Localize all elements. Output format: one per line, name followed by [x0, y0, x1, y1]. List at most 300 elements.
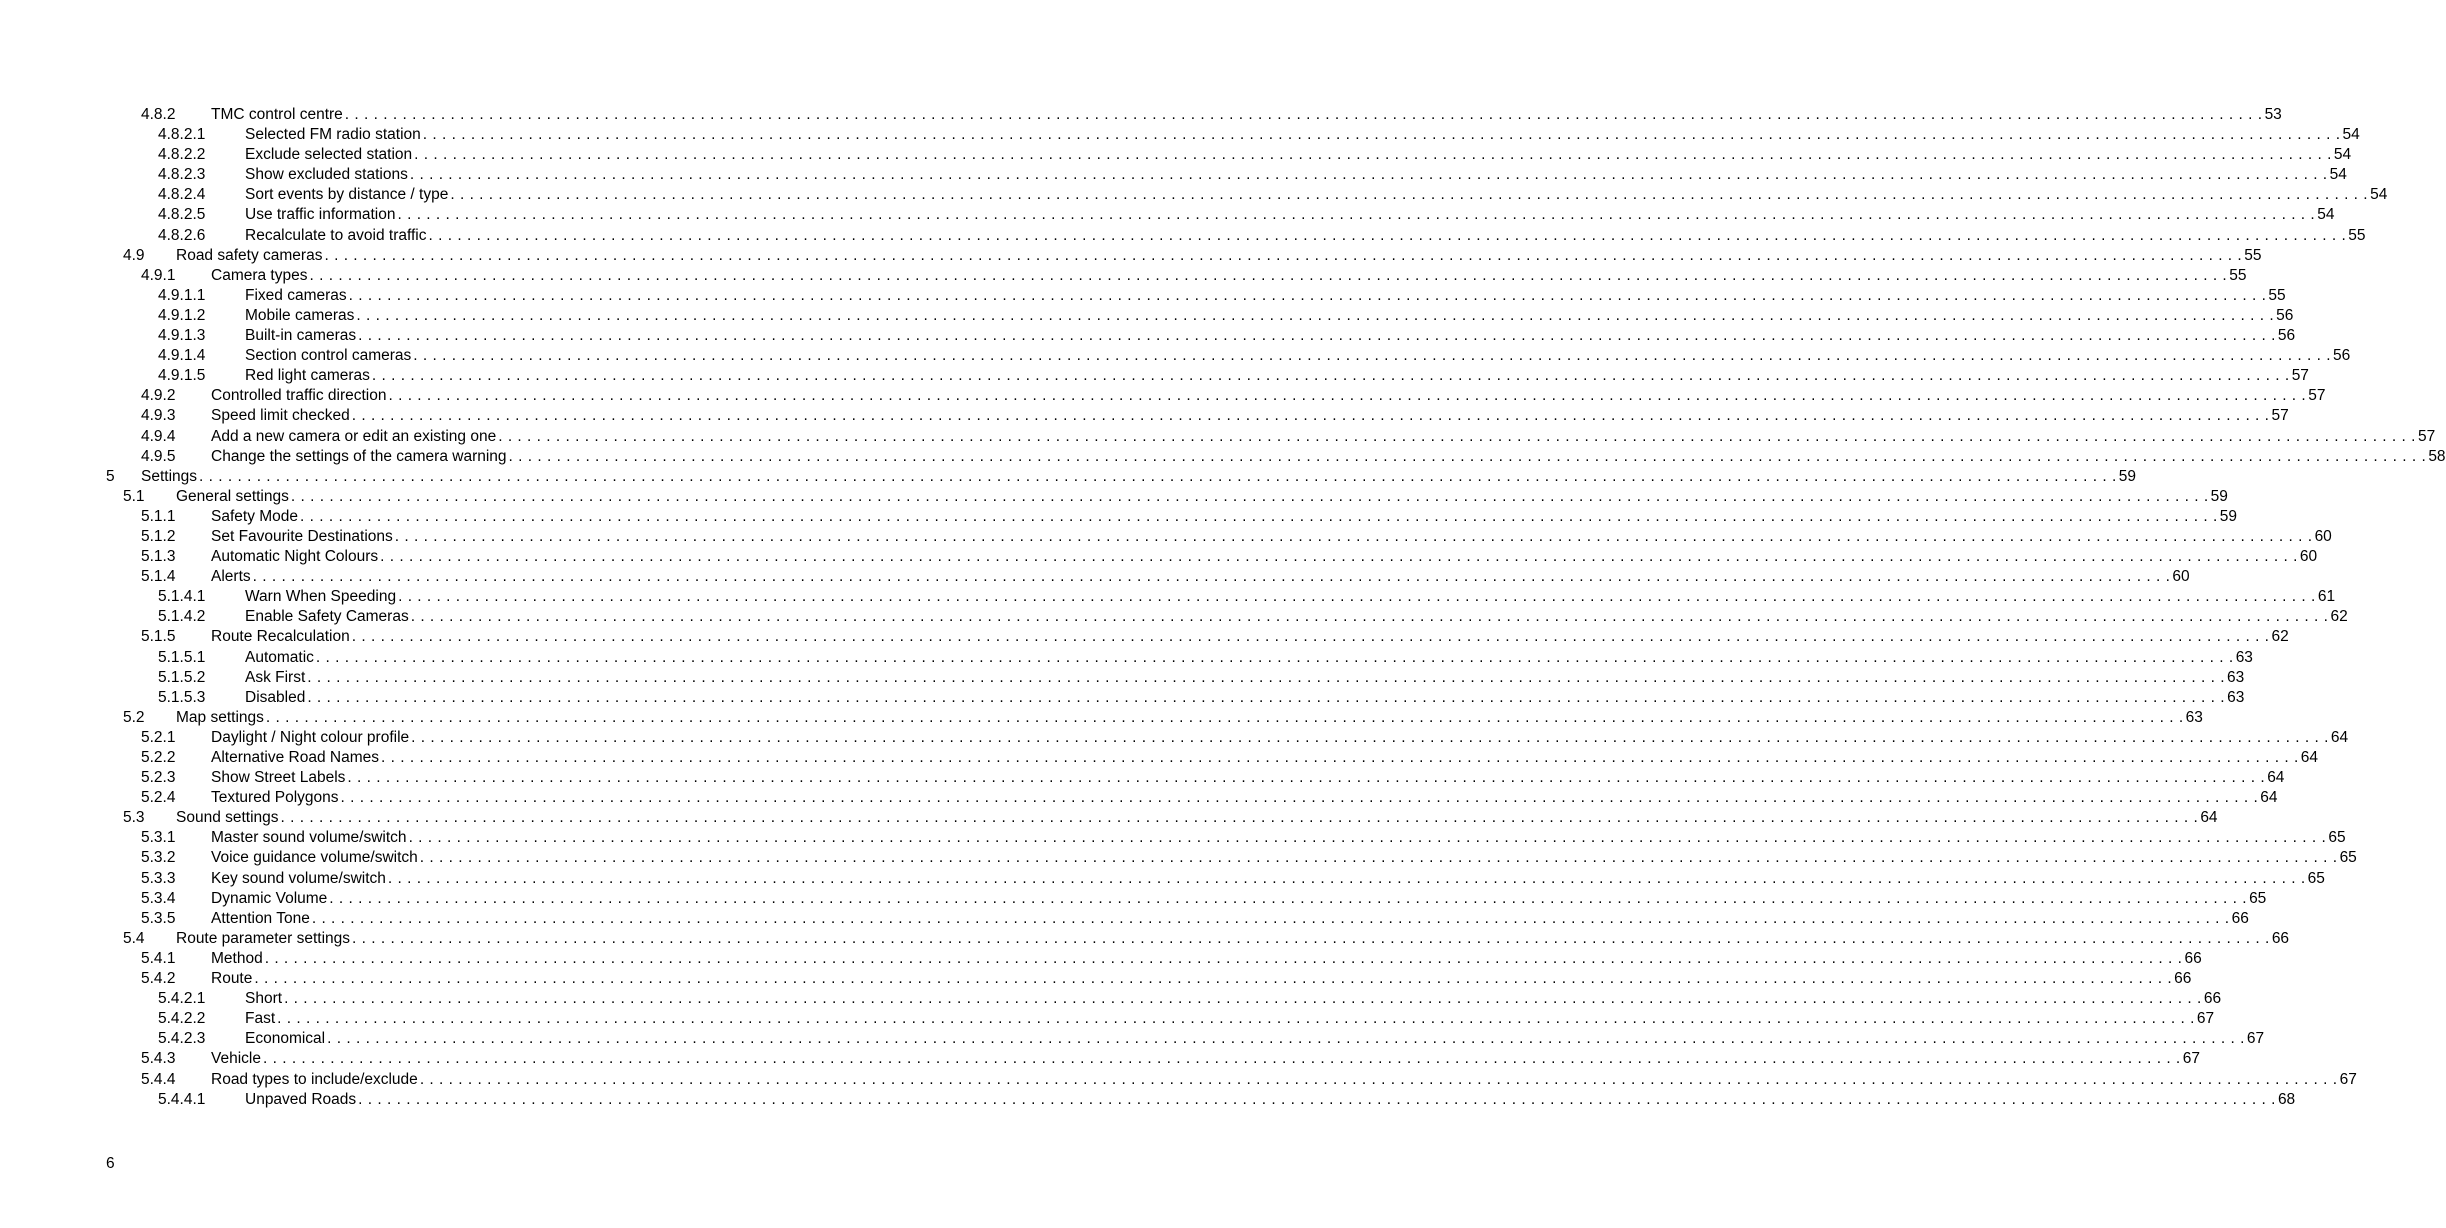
toc-entry-number: 5.1.5: [141, 628, 176, 646]
toc-entry[interactable]: [0, 668, 2245, 688]
toc-entry[interactable]: [0, 427, 2436, 447]
toc-entry-title: Short: [245, 990, 283, 1008]
toc-entry-number: 5.1.3: [141, 548, 176, 566]
toc-entry-line: [245, 587, 2336, 607]
toc-entry-line: [245, 1029, 2265, 1049]
toc-entry-page: 57: [2291, 367, 2309, 385]
toc-dot-leader: . . . . . . . . . . . . . . . . . . . . . . . . . . . . . . . . . . . . . . . . . . . . . . . . . . . . . . . . . . . . . . . . . . . . . . . . . . . . . . . . . . . . . . . . . . . . . . . . . . . . . . . . . . . . . . . . . . . . . . . . . . . . . . . . . . . . . . . . . . . . . . . . . . . . . . . . . . . . . . . . . . . . . . . . . . . . . . . . . . . . . . . . . . . . . . . . . . . . . . . .: [307, 688, 2226, 706]
toc-dot-leader: . . . . . . . . . . . . . . . . . . . . . . . . . . . . . . . . . . . . . . . . . . . . . . . . . . . . . . . . . . . . . . . . . . . . . . . . . . . . . . . . . . . . . . . . . . . . . . . . . . . . . . . . . . . . . . . . . . . . . . . . . . . . . . . . . . . . . . . . . . . . . . . . . . . . . . . . . . . . . . . . . . . . . . . . . . . . . . . . . . . . . . . . . . . . . . . . . . . . . . . .: [300, 507, 2218, 525]
toc-entry-page: 60: [2299, 548, 2318, 566]
toc-entry-number: 5.4.3: [141, 1050, 176, 1068]
toc-entry-number: 5.1.4.2: [158, 608, 206, 626]
toc-entry-title: Automatic Night Colours: [211, 548, 379, 566]
toc-dot-leader: . . . . . . . . . . . . . . . . . . . . . . . . . . . . . . . . . . . . . . . . . . . . . . . . . . . . . . . . . . . . . . . . . . . . . . . . . . . . . . . . . . . . . . . . . . . . . . . . . . . . . . . . . . . . . . . . . . . . . . . . . . . . . . . . . . . . . . . . . . . . . . . . . . . . . . . . . . . . . . . . . . . . . . . . . . . . . . . . . . . . . . . . . . . . . . . . . . . . . . . .: [290, 487, 2209, 505]
toc-entry-number: 5.1.4.1: [158, 588, 206, 606]
toc-entry-line: [211, 969, 2192, 989]
toc-entry-number: 5.3.1: [141, 829, 176, 847]
toc-entry[interactable]: [0, 788, 2278, 808]
toc-entry-title: Fixed cameras: [245, 286, 347, 304]
toc-entry[interactable]: [0, 547, 2318, 567]
toc-entry-line: [211, 828, 2346, 848]
toc-dot-leader: . . . . . . . . . . . . . . . . . . . . . . . . . . . . . . . . . . . . . . . . . . . . . . . . . . . . . . . . . . . . . . . . . . . . . . . . . . . . . . . . . . . . . . . . . . . . . . . . . . . . . . . . . . . . . . . . . . . . . . . . . . . . . . . . . . . . . . . . . . . . . . . . . . . . . . . . . . . . . . . . . . . . . . . . . . . . . . . . . . . . . . . . . . . . . . . . . . . . . . . .: [254, 970, 2173, 988]
toc-entry-line: [245, 366, 2309, 386]
toc-entry-number: 5.2.3: [141, 769, 176, 787]
toc-dot-leader: . . . . . . . . . . . . . . . . . . . . . . . . . . . . . . . . . . . . . . . . . . . . . . . . . . . . . . . . . . . . . . . . . . . . . . . . . . . . . . . . . . . . . . . . . . . . . . . . . . . . . . . . . . . . . . . . . . . . . . . . . . . . . . . . . . . . . . . . . . . . . . . . . . . . . . . . . . . . . . . . . . . . . . . . . . . . . . . . . . . . . . . . . . . . . . . . . . . . . . . .: [358, 327, 2276, 345]
toc-entry-title: Speed limit checked: [211, 407, 350, 425]
toc-entry[interactable]: [0, 487, 2228, 507]
toc-entry-page: 67: [2196, 1010, 2215, 1028]
toc-entry-title: Route parameter settings: [176, 929, 351, 947]
toc-entry[interactable]: [0, 627, 2289, 647]
toc-entry-number: 5.3.2: [141, 849, 176, 867]
toc-entry-number: 5: [106, 467, 115, 485]
toc-entry-number: 5.4.1: [141, 949, 176, 967]
toc-entry-title: Use traffic information: [245, 206, 396, 224]
toc-entry-number: 4.8.2.4: [158, 186, 206, 204]
toc-entry-title: Sound settings: [176, 809, 279, 827]
toc-entry-page: 54: [2370, 186, 2388, 204]
toc-entry-number: 5.2.2: [141, 749, 176, 766]
toc-entry-title: Route: [211, 970, 253, 988]
toc-entry-page: 54: [2333, 146, 2352, 164]
toc-entry-number: 5.4.4.1: [158, 1090, 206, 1108]
toc-entry-page: 55: [2244, 246, 2262, 264]
toc-entry-page: 61: [2317, 588, 2336, 606]
toc-entry-line: [245, 648, 2253, 668]
toc-entry-number: 4.9.1.1: [158, 286, 206, 304]
toc-entry[interactable]: [0, 386, 2326, 406]
toc-entry-page: 65: [2328, 829, 2346, 847]
toc-entry-number: 5.4.2.2: [158, 1010, 206, 1028]
toc-entry-page: 62: [2271, 628, 2289, 646]
toc-dot-leader: . . . . . . . . . . . . . . . . . . . . . . . . . . . . . . . . . . . . . . . . . . . . . . . . . . . . . . . . . . . . . . . . . . . . . . . . . . . . . . . . . . . . . . . . . . . . . . . . . . . . . . . . . . . . . . . . . . . . . . . . . . . . . . . . . . . . . . . . . . . . . . . . . . . . . . . . . . . . . . . . . . . . . . . . . . . . . . . . . . . . . . . . . . . . . . . . . . . . . . . .: [498, 427, 2416, 445]
toc-entry-number: 4.9.4: [141, 427, 176, 445]
toc-entry-line: [211, 105, 2282, 125]
toc-entry-page: 68: [2277, 1090, 2296, 1108]
toc-entry-page: 64: [2300, 749, 2319, 766]
toc-entry-number: 4.8.2.2: [158, 146, 206, 164]
toc-entry-page: 57: [2271, 407, 2289, 425]
toc-dot-leader: . . . . . . . . . . . . . . . . . . . . . . . . . . . . . . . . . . . . . . . . . . . . . . . . . . . . . . . . . . . . . . . . . . . . . . . . . . . . . . . . . . . . . . . . . . . . . . . . . . . . . . . . . . . . . . . . . . . . . . . . . . . . . . . . . . . . . . . . . . . . . . . . . . . . . . . . . . . . . . . . . . . . . . . . . . . . . . . . . . . . . . . . . . . . . . . . . . . . . . . .: [450, 186, 2369, 204]
toc-entry-page: 65: [2339, 849, 2357, 867]
toc-entry-line: [211, 547, 2318, 567]
toc-entry[interactable]: [0, 1090, 2296, 1110]
toc-entry-page: 54: [2342, 126, 2360, 144]
toc-dot-leader: . . . . . . . . . . . . . . . . . . . . . . . . . . . . . . . . . . . . . . . . . . . . . . . . . . . . . . . . . . . . . . . . . . . . . . . . . . . . . . . . . . . . . . . . . . . . . . . . . . . . . . . . . . . . . . . . . . . . . . . . . . . . . . . . . . . . . . . . . . . . . . . . . . . . . . . . . . . . . . . . . . . . . . . . . . . . . . . . . . . . . . . . . . . . . . . . . . . . . . . .: [419, 849, 2338, 867]
toc-dot-leader: . . . . . . . . . . . . . . . . . . . . . . . . . . . . . . . . . . . . . . . . . . . . . . . . . . . . . . . . . . . . . . . . . . . . . . . . . . . . . . . . . . . . . . . . . . . . . . . . . . . . . . . . . . . . . . . . . . . . . . . . . . . . . . . . . . . . . . . . . . . . . . . . . . . . . . . . . . . . . . . . . . . . . . . . . . . . . . . . . . . . . . . . . . . . . . . . . . . . . . . .: [262, 1050, 2181, 1068]
toc-entry-number: 5.4.2: [141, 970, 176, 988]
toc-entry-title: Mobile cameras: [245, 306, 355, 324]
toc-entry[interactable]: [0, 346, 2351, 366]
toc-dot-leader: . . . . . . . . . . . . . . . . . . . . . . . . . . . . . . . . . . . . . . . . . . . . . . . . . . . . . . . . . . . . . . . . . . . . . . . . . . . . . . . . . . . . . . . . . . . . . . . . . . . . . . . . . . . . . . . . . . . . . . . . . . . . . . . . . . . . . . . . . . . . . . . . . . . . . . . . . . . . . . . . . . . . . . . . . . . . . . . . . . . . . . . . . . . . . . . . . . . . . . . .: [408, 829, 2327, 847]
toc-entry-title: Recalculate to avoid traffic: [245, 226, 427, 244]
toc-entry[interactable]: [0, 447, 2446, 467]
toc-dot-leader: . . . . . . . . . . . . . . . . . . . . . . . . . . . . . . . . . . . . . . . . . . . . . . . . . . . . . . . . . . . . . . . . . . . . . . . . . . . . . . . . . . . . . . . . . . . . . . . . . . . . . . . . . . . . . . . . . . . . . . . . . . . . . . . . . . . . . . . . . . . . . . . . . . . . . . . . . . . . . . . . . . . . . . . . . . . . . . . . . . . . . . . . . . . . . . . . . . . . . . . .: [277, 1010, 2195, 1028]
toc-dot-leader: . . . . . . . . . . . . . . . . . . . . . . . . . . . . . . . . . . . . . . . . . . . . . . . . . . . . . . . . . . . . . . . . . . . . . . . . . . . . . . . . . . . . . . . . . . . . . . . . . . . . . . . . . . . . . . . . . . . . . . . . . . . . . . . . . . . . . . . . . . . . . . . . . . . . . . . . . . . . . . . . . . . . . . . . . . . . . . . . . . . . . . . . . . . . . . . . . . . . . . . .: [311, 909, 2230, 927]
toc-entry-title: Warn When Speeding: [245, 588, 397, 606]
toc-dot-leader: . . . . . . . . . . . . . . . . . . . . . . . . . . . . . . . . . . . . . . . . . . . . . . . . . . . . . . . . . . . . . . . . . . . . . . . . . . . . . . . . . . . . . . . . . . . . . . . . . . . . . . . . . . . . . . . . . . . . . . . . . . . . . . . . . . . . . . . . . . . . . . . . . . . . . . . . . . . . . . . . . . . . . . . . . . . . . . . . . . . . . . . . . . . . . . . . . . . . . . . .: [351, 407, 2270, 425]
toc-entry-number: 5.3: [123, 809, 145, 827]
toc-entry[interactable]: [0, 929, 2290, 949]
toc-entry-title: Settings: [141, 467, 198, 485]
toc-entry-line: [176, 487, 2228, 507]
toc-entry-page: 58: [2428, 447, 2446, 465]
toc-entry-line: [245, 306, 2294, 326]
toc-entry-page: 65: [2307, 869, 2325, 887]
toc-entry-page: 60: [2172, 568, 2190, 586]
toc-entry-number: 4.8.2: [141, 106, 176, 123]
toc-entry-line: [211, 567, 2190, 587]
toc-entry-line: [211, 527, 2332, 547]
toc-entry-title: Road safety cameras: [176, 246, 323, 264]
toc-entry-page: 55: [2268, 286, 2286, 304]
toc-entry[interactable]: [0, 306, 2294, 326]
toc-entry-title: Change the settings of the camera warning: [211, 447, 507, 465]
toc-entry-page: 56: [2276, 306, 2294, 324]
toc-entry-line: [211, 788, 2278, 808]
toc-entry-title: Alternative Road Names: [211, 749, 379, 766]
toc-entry-page: 63: [2235, 648, 2253, 666]
toc-entry[interactable]: [0, 286, 2286, 306]
toc-entry-page: 63: [2185, 708, 2203, 726]
toc-entry-number: 5.1.5.2: [158, 668, 206, 686]
toc-entry-line: [211, 447, 2446, 467]
toc-dot-leader: . . . . . . . . . . . . . . . . . . . . . . . . . . . . . . . . . . . . . . . . . . . . . . . . . . . . . . . . . . . . . . . . . . . . . . . . . . . . . . . . . . . . . . . . . . . . . . . . . . . . . . . . . . . . . . . . . . . . . . . . . . . . . . . . . . . . . . . . . . . . . . . . . . . . . . . . . . . . . . . . . . . . . . . . . . . . . . . . . . . . . . . . . . . . . . . . . . . . . . . .: [327, 1030, 2245, 1048]
toc-entry[interactable]: [0, 768, 2285, 788]
toc-entry-number: 5.3.3: [141, 869, 176, 887]
toc-dot-leader: . . . . . . . . . . . . . . . . . . . . . . . . . . . . . . . . . . . . . . . . . . . . . . . . . . . . . . . . . . . . . . . . . . . . . . . . . . . . . . . . . . . . . . . . . . . . . . . . . . . . . . . . . . . . . . . . . . . . . . . . . . . . . . . . . . . . . . . . . . . . . . . . . . . . . . . . . . . . . . . . . . . . . . . . . . . . . . . . . . . . . . . . . . . . . . . . . . . . . . . .: [358, 1090, 2276, 1108]
toc-entry-title: Textured Polygons: [211, 789, 339, 807]
toc-dot-leader: . . . . . . . . . . . . . . . . . . . . . . . . . . . . . . . . . . . . . . . . . . . . . . . . . . . . . . . . . . . . . . . . . . . . . . . . . . . . . . . . . . . . . . . . . . . . . . . . . . . . . . . . . . . . . . . . . . . . . . . . . . . . . . . . . . . . . . . . . . . . . . . . . . . . . . . . . . . . . . . . . . . . . . . . . . . . . . . . . . . . . . . . . . . . . . . . . . . . . . . .: [380, 548, 2298, 566]
toc-entry-line: [211, 848, 2357, 868]
toc-entry-line: [211, 266, 2247, 286]
toc-entry-line: [245, 989, 2222, 1009]
toc-entry-number: 4.9.5: [141, 447, 176, 465]
toc-entry-line: [245, 1009, 2215, 1029]
toc-entry-page: 56: [2333, 347, 2351, 365]
toc-entry-line: [176, 929, 2290, 949]
toc-entry-line: [211, 869, 2325, 889]
toc-entry-line: [211, 728, 2349, 748]
toc-entry-title: Sort events by distance / type: [245, 186, 449, 204]
toc-entry-title: Vehicle: [211, 1050, 261, 1068]
toc-entry-line: [211, 889, 2267, 909]
toc-entry-title: Unpaved Roads: [245, 1090, 357, 1108]
toc-entry-page: 57: [2417, 427, 2436, 445]
toc-entry-line: [211, 507, 2238, 527]
toc-entry-title: Ask First: [245, 668, 306, 686]
toc-entry[interactable]: [0, 949, 2202, 969]
toc-entry-page: 64: [2330, 728, 2349, 746]
toc-entry-page: 66: [2271, 929, 2290, 947]
toc-entry-title: General settings: [176, 487, 289, 505]
toc-entry-number: 4.8.2.1: [158, 126, 206, 144]
toc-entry-number: 5.2.1: [141, 728, 176, 746]
toc-dot-leader: . . . . . . . . . . . . . . . . . . . . . . . . . . . . . . . . . . . . . . . . . . . . . . . . . . . . . . . . . . . . . . . . . . . . . . . . . . . . . . . . . . . . . . . . . . . . . . . . . . . . . . . . . . . . . . . . . . . . . . . . . . . . . . . . . . . . . . . . . . . . . . . . . . . . . . . . . . . . . . . . . . . . . . . . . . . . . . . . . . . . . . . . . . . . . . . . . . . . . . . .: [252, 568, 2171, 586]
toc-entry-number: 4.9.1.2: [158, 306, 206, 324]
toc-entry-number: 5.1: [123, 487, 145, 505]
toc-entry-title: Method: [211, 949, 263, 967]
toc-entry-page: 67: [2246, 1030, 2265, 1048]
toc-dot-leader: . . . . . . . . . . . . . . . . . . . . . . . . . . . . . . . . . . . . . . . . . . . . . . . . . . . . . . . . . . . . . . . . . . . . . . . . . . . . . . . . . . . . . . . . . . . . . . . . . . . . . . . . . . . . . . . . . . . . . . . . . . . . . . . . . . . . . . . . . . . . . . . . . . . . . . . . . . . . . . . . . . . . . . . . . . . . . . . . . . . . . . . . . . . . . . . . . . . . . . . .: [307, 668, 2226, 686]
toc-entry-line: [245, 346, 2351, 366]
toc-entry-title: Map settings: [176, 708, 264, 726]
toc-entry-title: Show excluded stations: [245, 166, 408, 184]
toc-entry[interactable]: [0, 507, 2238, 527]
toc-entry[interactable]: [0, 848, 2357, 868]
toc-dot-leader: . . . . . . . . . . . . . . . . . . . . . . . . . . . . . . . . . . . . . . . . . . . . . . . . . . . . . . . . . . . . . . . . . . . . . . . . . . . . . . . . . . . . . . . . . . . . . . . . . . . . . . . . . . . . . . . . . . . . . . . . . . . . . . . . . . . . . . . . . . . . . . . . . . . . . . . . . . . . . . . . . . . . . . . . . . . . . . . . . . . . . . . . . . . . . . . . . . . . . . . .: [324, 246, 2243, 264]
toc-entry[interactable]: [0, 185, 2388, 205]
toc-entry-title: Attention Tone: [211, 909, 310, 927]
toc-entry[interactable]: [0, 648, 2253, 668]
toc-entry-line: [211, 768, 2285, 788]
toc-entry-page: 54: [2317, 206, 2335, 224]
toc-entry-number: 4.8.2.3: [158, 166, 206, 184]
toc-entry-line: [211, 748, 2319, 768]
toc-entry-line: [245, 607, 2348, 627]
toc-dot-leader: . . . . . . . . . . . . . . . . . . . . . . . . . . . . . . . . . . . . . . . . . . . . . . . . . . . . . . . . . . . . . . . . . . . . . . . . . . . . . . . . . . . . . . . . . . . . . . . . . . . . . . . . . . . . . . . . . . . . . . . . . . . . . . . . . . . . . . . . . . . . . . . . . . . . . . . . . . . . . . . . . . . . . . . . . . . . . . . . . . . . . . . . . . . . . . . . . . . . . . . .: [381, 749, 2299, 766]
toc-entry-page: 66: [2184, 949, 2202, 967]
toc-dot-leader: . . . . . . . . . . . . . . . . . . . . . . . . . . . . . . . . . . . . . . . . . . . . . . . . . . . . . . . . . . . . . . . . . . . . . . . . . . . . . . . . . . . . . . . . . . . . . . . . . . . . . . . . . . . . . . . . . . . . . . . . . . . . . . . . . . . . . . . . . . . . . . . . . . . . . . . . . . . . . . . . . . . . . . . . . . . . . . . . . . . . . . . . . . . . . . . . . . . . . . . .: [394, 527, 2313, 545]
toc-entry[interactable]: [0, 748, 2319, 768]
toc-entry-title: Selected FM radio station: [245, 126, 421, 144]
toc-dot-leader: . . . . . . . . . . . . . . . . . . . . . . . . . . . . . . . . . . . . . . . . . . . . . . . . . . . . . . . . . . . . . . . . . . . . . . . . . . . . . . . . . . . . . . . . . . . . . . . . . . . . . . . . . . . . . . . . . . . . . . . . . . . . . . . . . . . . . . . . . . . . . . . . . . . . . . . . . . . . . . . . . . . . . . . . . . . . . . . . . . . . . . . . . . . . . . . . . . . . . . . .: [329, 889, 2248, 907]
toc-entry-title: TMC control centre: [211, 106, 343, 123]
toc-entry-line: [211, 627, 2289, 647]
toc-entry-page: 55: [2229, 266, 2247, 284]
toc-entry[interactable]: [0, 567, 2190, 587]
toc-entry-number: 5.3.4: [141, 889, 176, 907]
toc-entry-line: [211, 949, 2202, 969]
toc-entry-number: 5.4.2.1: [158, 990, 206, 1008]
toc-entry-title: Automatic: [245, 648, 314, 666]
toc-entry-number: 5.1.4: [141, 568, 176, 586]
toc-dot-leader: . . . . . . . . . . . . . . . . . . . . . . . . . . . . . . . . . . . . . . . . . . . . . . . . . . . . . . . . . . . . . . . . . . . . . . . . . . . . . . . . . . . . . . . . . . . . . . . . . . . . . . . . . . . . . . . . . . . . . . . . . . . . . . . . . . . . . . . . . . . . . . . . . . . . . . . . . . . . . . . . . . . . . . . . . . . . . . . . . . . . . . . . . . . . . . . . . . . . . . . .: [413, 347, 2332, 365]
toc-dot-leader: . . . . . . . . . . . . . . . . . . . . . . . . . . . . . . . . . . . . . . . . . . . . . . . . . . . . . . . . . . . . . . . . . . . . . . . . . . . . . . . . . . . . . . . . . . . . . . . . . . . . . . . . . . . . . . . . . . . . . . . . . . . . . . . . . . . . . . . . . . . . . . . . . . . . . . . . . . . . . . . . . . . . . . . . . . . . . . . . . . . . . . . . . . . . . . . . . . . . . . . .: [352, 929, 2270, 947]
toc-entry-title: Economical: [245, 1030, 326, 1048]
toc-entry-line: [211, 909, 2249, 929]
toc-dot-leader: . . . . . . . . . . . . . . . . . . . . . . . . . . . . . . . . . . . . . . . . . . . . . . . . . . . . . . . . . . . . . . . . . . . . . . . . . . . . . . . . . . . . . . . . . . . . . . . . . . . . . . . . . . . . . . . . . . . . . . . . . . . . . . . . . . . . . . . . . . . . . . . . . . . . . . . . . . . . . . . . . . . . . . . . . . . . . . . . . . . . . . . . . . . . . . . . . . . . . . . .: [309, 266, 2228, 284]
toc-entry[interactable]: [0, 708, 2203, 728]
toc-entry-page: 64: [2267, 769, 2285, 787]
toc-dot-leader: . . . . . . . . . . . . . . . . . . . . . . . . . . . . . . . . . . . . . . . . . . . . . . . . . . . . . . . . . . . . . . . . . . . . . . . . . . . . . . . . . . . . . . . . . . . . . . . . . . . . . . . . . . . . . . . . . . . . . . . . . . . . . . . . . . . . . . . . . . . . . . . . . . . . . . . . . . . . . . . . . . . . . . . . . . . . . . . . . . . . . . . . . . . . . . . . . . . . . . . .: [409, 166, 2328, 184]
toc-entry[interactable]: [0, 246, 2262, 266]
toc-dot-leader: . . . . . . . . . . . . . . . . . . . . . . . . . . . . . . . . . . . . . . . . . . . . . . . . . . . . . . . . . . . . . . . . . . . . . . . . . . . . . . . . . . . . . . . . . . . . . . . . . . . . . . . . . . . . . . . . . . . . . . . . . . . . . . . . . . . . . . . . . . . . . . . . . . . . . . . . . . . . . . . . . . . . . . . . . . . . . . . . . . . . . . . . . . . . . . . . . . . . . . . .: [428, 226, 2347, 244]
toc-dot-leader: . . . . . . . . . . . . . . . . . . . . . . . . . . . . . . . . . . . . . . . . . . . . . . . . . . . . . . . . . . . . . . . . . . . . . . . . . . . . . . . . . . . . . . . . . . . . . . . . . . . . . . . . . . . . . . . . . . . . . . . . . . . . . . . . . . . . . . . . . . . . . . . . . . . . . . . . . . . . . . . . . . . . . . . . . . . . . . . . . . . . . . . . . . . . . . . . . . . . . . . .: [371, 367, 2290, 385]
toc-dot-leader: . . . . . . . . . . . . . . . . . . . . . . . . . . . . . . . . . . . . . . . . . . . . . . . . . . . . . . . . . . . . . . . . . . . . . . . . . . . . . . . . . . . . . . . . . . . . . . . . . . . . . . . . . . . . . . . . . . . . . . . . . . . . . . . . . . . . . . . . . . . . . . . . . . . . . . . . . . . . . . . . . . . . . . . . . . . . . . . . . . . . . . . . . . . . . . . . . . . . . . . .: [398, 588, 2316, 606]
toc-dot-leader: . . . . . . . . . . . . . . . . . . . . . . . . . . . . . . . . . . . . . . . . . . . . . . . . . . . . . . . . . . . . . . . . . . . . . . . . . . . . . . . . . . . . . . . . . . . . . . . . . . . . . . . . . . . . . . . . . . . . . . . . . . . . . . . . . . . . . . . . . . . . . . . . . . . . . . . . . . . . . . . . . . . . . . . . . . . . . . . . . . . . . . . . . . . . . . . . . . . . . . . .: [411, 728, 2329, 746]
toc-entry[interactable]: [0, 969, 2192, 989]
toc-entry-title: Enable Safety Cameras: [245, 608, 409, 626]
toc-entry-title: Set Favourite Destinations: [211, 527, 393, 545]
toc-entry[interactable]: [0, 808, 2218, 828]
toc-dot-leader: . . . . . . . . . . . . . . . . . . . . . . . . . . . . . . . . . . . . . . . . . . . . . . . . . . . . . . . . . . . . . . . . . . . . . . . . . . . . . . . . . . . . . . . . . . . . . . . . . . . . . . . . . . . . . . . . . . . . . . . . . . . . . . . . . . . . . . . . . . . . . . . . . . . . . . . . . . . . . . . . . . . . . . . . . . . . . . . . . . . . . . . . . . . . . . . . . . . . . . . .: [347, 769, 2266, 787]
toc-entry-number: 4.8.2.5: [158, 206, 206, 224]
toc-dot-leader: . . . . . . . . . . . . . . . . . . . . . . . . . . . . . . . . . . . . . . . . . . . . . . . . . . . . . . . . . . . . . . . . . . . . . . . . . . . . . . . . . . . . . . . . . . . . . . . . . . . . . . . . . . . . . . . . . . . . . . . . . . . . . . . . . . . . . . . . . . . . . . . . . . . . . . . . . . . . . . . . . . . . . . . . . . . . . . . . . . . . . . . . . . . . . . . . . . . . . . . .: [356, 306, 2275, 324]
toc-dot-leader: . . . . . . . . . . . . . . . . . . . . . . . . . . . . . . . . . . . . . . . . . . . . . . . . . . . . . . . . . . . . . . . . . . . . . . . . . . . . . . . . . . . . . . . . . . . . . . . . . . . . . . . . . . . . . . . . . . . . . . . . . . . . . . . . . . . . . . . . . . . . . . . . . . . . . . . . . . . . . . . . . . . . . . . . . . . . . . . . . . . . . . . . . . . . . . . . . . . . . . . .: [419, 1070, 2338, 1088]
toc-dot-leader: . . . . . . . . . . . . . . . . . . . . . . . . . . . . . . . . . . . . . . . . . . . . . . . . . . . . . . . . . . . . . . . . . . . . . . . . . . . . . . . . . . . . . . . . . . . . . . . . . . . . . . . . . . . . . . . . . . . . . . . . . . . . . . . . . . . . . . . . . . . . . . . . . . . . . . . . . . . . . . . . . . . . . . . . . . . . . . . . . . . . . . . . . . . . . . . . . . . . . . . .: [280, 809, 2199, 827]
toc-dot-leader: . . . . . . . . . . . . . . . . . . . . . . . . . . . . . . . . . . . . . . . . . . . . . . . . . . . . . . . . . . . . . . . . . . . . . . . . . . . . . . . . . . . . . . . . . . . . . . . . . . . . . . . . . . . . . . . . . . . . . . . . . . . . . . . . . . . . . . . . . . . . . . . . . . . . . . . . . . . . . . . . . . . . . . . . . . . . . . . . . . . . . . . . . . . . . . . . . . . . . . . .: [410, 608, 2329, 626]
toc-entry-title: Route Recalculation: [211, 628, 350, 646]
toc-entry[interactable]: [0, 105, 2282, 125]
toc-entry-page: 64: [2260, 789, 2278, 807]
toc-dot-leader: . . . . . . . . . . . . . . . . . . . . . . . . . . . . . . . . . . . . . . . . . . . . . . . . . . . . . . . . . . . . . . . . . . . . . . . . . . . . . . . . . . . . . . . . . . . . . . . . . . . . . . . . . . . . . . . . . . . . . . . . . . . . . . . . . . . . . . . . . . . . . . . . . . . . . . . . . . . . . . . . . . . . . . . . . . . . . . . . . . . . . . . . . . . . . . . . . . . . . . . .: [315, 648, 2234, 666]
toc-entry[interactable]: [0, 1009, 2215, 1029]
toc-entry-title: Key sound volume/switch: [211, 869, 386, 887]
toc-entry[interactable]: [0, 366, 2309, 386]
toc-entry-title: Red light cameras: [245, 367, 370, 385]
toc-entry-page: 59: [2118, 467, 2137, 485]
toc-entry-page: 62: [2330, 608, 2348, 626]
toc-entry-page: 56: [2277, 327, 2296, 345]
toc-entry-line: [211, 406, 2289, 426]
toc-entry-line: [245, 326, 2296, 346]
toc-dot-leader: . . . . . . . . . . . . . . . . . . . . . . . . . . . . . . . . . . . . . . . . . . . . . . . . . . . . . . . . . . . . . . . . . . . . . . . . . . . . . . . . . . . . . . . . . . . . . . . . . . . . . . . . . . . . . . . . . . . . . . . . . . . . . . . . . . . . . . . . . . . . . . . . . . . . . . . . . . . . . . . . . . . . . . . . . . . . . . . . . . . . . . . . . . . . . . . . . . . . . . . .: [344, 106, 2263, 123]
toc-entry-page: 54: [2329, 166, 2347, 184]
toc-entry-line: [176, 708, 2203, 728]
toc-entry-number: 5.1.1: [141, 507, 176, 525]
toc-entry-number: 5.1.5.1: [158, 648, 206, 666]
toc-entry-number: 5.2.4: [141, 789, 176, 807]
toc-entry-page: 67: [2182, 1050, 2200, 1068]
toc-entry-number: 5.1.2: [141, 527, 176, 545]
toc-entry-title: Alerts: [211, 568, 251, 586]
toc-entry[interactable]: [0, 266, 2247, 286]
toc-entry[interactable]: [0, 909, 2249, 929]
toc-entry[interactable]: [0, 1029, 2265, 1049]
toc-entry-number: 4.9.1.3: [158, 327, 206, 345]
toc-entry-page: 57: [2308, 387, 2326, 405]
toc-entry-page: 65: [2249, 889, 2267, 907]
toc-entry-line: [245, 185, 2388, 205]
toc-entry-line: [211, 427, 2436, 447]
toc-dot-leader: . . . . . . . . . . . . . . . . . . . . . . . . . . . . . . . . . . . . . . . . . . . . . . . . . . . . . . . . . . . . . . . . . . . . . . . . . . . . . . . . . . . . . . . . . . . . . . . . . . . . . . . . . . . . . . . . . . . . . . . . . . . . . . . . . . . . . . . . . . . . . . . . . . . . . . . . . . . . . . . . . . . . . . . . . . . . . . . . . . . . . . . . . . . . . . . . . . . . . . . .: [264, 949, 2183, 967]
toc-entry-number: 4.9.1: [141, 266, 176, 284]
toc-dot-leader: . . . . . . . . . . . . . . . . . . . . . . . . . . . . . . . . . . . . . . . . . . . . . . . . . . . . . . . . . . . . . . . . . . . . . . . . . . . . . . . . . . . . . . . . . . . . . . . . . . . . . . . . . . . . . . . . . . . . . . . . . . . . . . . . . . . . . . . . . . . . . . . . . . . . . . . . . . . . . . . . . . . . . . . . . . . . . . . . . . . . . . . . . . . . . . . . . . . . . . . .: [265, 708, 2184, 726]
toc-entry-title: Road types to include/exclude: [211, 1070, 418, 1088]
toc-dot-leader: . . . . . . . . . . . . . . . . . . . . . . . . . . . . . . . . . . . . . . . . . . . . . . . . . . . . . . . . . . . . . . . . . . . . . . . . . . . . . . . . . . . . . . . . . . . . . . . . . . . . . . . . . . . . . . . . . . . . . . . . . . . . . . . . . . . . . . . . . . . . . . . . . . . . . . . . . . . . . . . . . . . . . . . . . . . . . . . . . . . . . . . . . . . . . . . . . . . . . . . .: [348, 286, 2267, 304]
toc-entry-line: [211, 386, 2326, 406]
toc-entry-title: Camera types: [211, 266, 308, 284]
toc-dot-leader: . . . . . . . . . . . . . . . . . . . . . . . . . . . . . . . . . . . . . . . . . . . . . . . . . . . . . . . . . . . . . . . . . . . . . . . . . . . . . . . . . . . . . . . . . . . . . . . . . . . . . . . . . . . . . . . . . . . . . . . . . . . . . . . . . . . . . . . . . . . . . . . . . . . . . . . . . . . . . . . . . . . . . . . . . . . . . . . . . . . . . . . . . . . . . . . . . . . . . . . .: [340, 789, 2259, 807]
toc-entry-line: [211, 1070, 2357, 1090]
toc-entry[interactable]: [0, 326, 2296, 346]
toc-entry-number: 5.4.2.3: [158, 1030, 206, 1048]
toc-entry[interactable]: [0, 1070, 2357, 1090]
toc-entry-title: Fast: [245, 1010, 276, 1028]
toc-entry-line: [176, 246, 2262, 266]
toc-entry-page: 66: [2174, 970, 2192, 988]
toc-entry[interactable]: [0, 205, 2335, 225]
toc-entry-title: Controlled traffic direction: [211, 387, 387, 405]
toc-entry-title: Built-in cameras: [245, 327, 357, 345]
toc-entry-page: 53: [2264, 106, 2282, 123]
toc-dot-leader: . . . . . . . . . . . . . . . . . . . . . . . . . . . . . . . . . . . . . . . . . . . . . . . . . . . . . . . . . . . . . . . . . . . . . . . . . . . . . . . . . . . . . . . . . . . . . . . . . . . . . . . . . . . . . . . . . . . . . . . . . . . . . . . . . . . . . . . . . . . . . . . . . . . . . . . . . . . . . . . . . . . . . . . . . . . . . . . . . . . . . . . . . . . . . . . . . . . . . . . .: [387, 869, 2306, 887]
toc-entry-number: 5.4: [123, 929, 145, 947]
toc-entry-line: [245, 226, 2366, 246]
toc-entry-title: Disabled: [245, 688, 306, 706]
toc-entry-line: [176, 808, 2218, 828]
toc-entry[interactable]: [0, 869, 2325, 889]
toc-dot-leader: . . . . . . . . . . . . . . . . . . . . . . . . . . . . . . . . . . . . . . . . . . . . . . . . . . . . . . . . . . . . . . . . . . . . . . . . . . . . . . . . . . . . . . . . . . . . . . . . . . . . . . . . . . . . . . . . . . . . . . . . . . . . . . . . . . . . . . . . . . . . . . . . . . . . . . . . . . . . . . . . . . . . . . . . . . . . . . . . . . . . . . . . . . . . . . . . . . . . . . . .: [284, 990, 2202, 1008]
toc-dot-leader: . . . . . . . . . . . . . . . . . . . . . . . . . . . . . . . . . . . . . . . . . . . . . . . . . . . . . . . . . . . . . . . . . . . . . . . . . . . . . . . . . . . . . . . . . . . . . . . . . . . . . . . . . . . . . . . . . . . . . . . . . . . . . . . . . . . . . . . . . . . . . . . . . . . . . . . . . . . . . . . . . . . . . . . . . . . . . . . . . . . . . . . . . . . . . . . . . . . . . . . .: [351, 628, 2270, 646]
toc-entry[interactable]: [0, 587, 2336, 607]
toc-dot-leader: . . . . . . . . . . . . . . . . . . . . . . . . . . . . . . . . . . . . . . . . . . . . . . . . . . . . . . . . . . . . . . . . . . . . . . . . . . . . . . . . . . . . . . . . . . . . . . . . . . . . . . . . . . . . . . . . . . . . . . . . . . . . . . . . . . . . . . . . . . . . . . . . . . . . . . . . . . . . . . . . . . . . . . . . . . . . . . . . . . . . . . . . . . . . . . . . . . . . . . . .: [508, 447, 2427, 465]
toc-entry-number: 5.2: [123, 708, 145, 726]
toc-entry[interactable]: [0, 989, 2222, 1009]
toc-entry[interactable]: [0, 467, 2137, 487]
toc-dot-leader: . . . . . . . . . . . . . . . . . . . . . . . . . . . . . . . . . . . . . . . . . . . . . . . . . . . . . . . . . . . . . . . . . . . . . . . . . . . . . . . . . . . . . . . . . . . . . . . . . . . . . . . . . . . . . . . . . . . . . . . . . . . . . . . . . . . . . . . . . . . . . . . . . . . . . . . . . . . . . . . . . . . . . . . . . . . . . . . . . . . . . . . . . . . . . . . . . . . . . . . .: [414, 146, 2332, 164]
toc-entry-title: Daylight / Night colour profile: [211, 728, 410, 746]
toc-entry[interactable]: [0, 145, 2352, 165]
toc-entry-title: Show Street Labels: [211, 769, 346, 787]
toc-entry[interactable]: [0, 125, 2360, 145]
toc-dot-leader: . . . . . . . . . . . . . . . . . . . . . . . . . . . . . . . . . . . . . . . . . . . . . . . . . . . . . . . . . . . . . . . . . . . . . . . . . . . . . . . . . . . . . . . . . . . . . . . . . . . . . . . . . . . . . . . . . . . . . . . . . . . . . . . . . . . . . . . . . . . . . . . . . . . . . . . . . . . . . . . . . . . . . . . . . . . . . . . . . . . . . . . . . . . . . . . . . . . . . . . .: [422, 126, 2341, 144]
toc-entry-line: [245, 145, 2352, 165]
toc-entry-line: [245, 125, 2360, 145]
toc-entry-title: Section control cameras: [245, 347, 412, 365]
toc-entry-page: 63: [2227, 668, 2245, 686]
toc-entry-line: [245, 1090, 2296, 1110]
toc-entry[interactable]: [0, 165, 2347, 185]
toc-entry-page: 59: [2210, 487, 2228, 505]
toc-entry-number: 4.9.1.4: [158, 347, 206, 365]
toc-entry-title: Add a new camera or edit an existing one: [211, 427, 497, 445]
toc-dot-leader: . . . . . . . . . . . . . . . . . . . . . . . . . . . . . . . . . . . . . . . . . . . . . . . . . . . . . . . . . . . . . . . . . . . . . . . . . . . . . . . . . . . . . . . . . . . . . . . . . . . . . . . . . . . . . . . . . . . . . . . . . . . . . . . . . . . . . . . . . . . . . . . . . . . . . . . . . . . . . . . . . . . . . . . . . . . . . . . . . . . . . . . . . . . . . . . . . . . . . . . .: [397, 206, 2316, 224]
toc-entry-page: 67: [2339, 1070, 2357, 1088]
page-number: 6: [106, 1155, 115, 1172]
toc-entry-number: 4.8.2.6: [158, 226, 206, 244]
toc-entry-title: Master sound volume/switch: [211, 829, 407, 847]
table-of-contents: [0, 105, 2446, 1110]
toc-entry-page: 60: [2314, 527, 2332, 545]
toc-entry[interactable]: [0, 828, 2346, 848]
toc-entry[interactable]: [0, 406, 2289, 426]
toc-entry-number: 4.9.1.5: [158, 367, 206, 385]
toc-entry-line: [141, 467, 2137, 487]
toc-entry-title: Exclude selected station: [245, 146, 413, 164]
toc-dot-leader: . . . . . . . . . . . . . . . . . . . . . . . . . . . . . . . . . . . . . . . . . . . . . . . . . . . . . . . . . . . . . . . . . . . . . . . . . . . . . . . . . . . . . . . . . . . . . . . . . . . . . . . . . . . . . . . . . . . . . . . . . . . . . . . . . . . . . . . . . . . . . . . . . . . . . . . . . . . . . . . . . . . . . . . . . . . . . . . . . . . . . . . . . . . . . . . . . . . . . . . .: [199, 467, 2117, 485]
toc-entry[interactable]: [0, 728, 2349, 748]
toc-entry-page: 63: [2227, 688, 2245, 706]
toc-entry-page: 59: [2219, 507, 2238, 525]
toc-entry-line: [245, 688, 2245, 708]
toc-entry[interactable]: [0, 889, 2267, 909]
toc-entry-title: Dynamic Volume: [211, 889, 328, 907]
toc-entry-line: [245, 286, 2286, 306]
toc-entry-number: 4.9.3: [141, 407, 176, 425]
toc-entry-page: 64: [2200, 809, 2218, 827]
toc-entry-page: 66: [2231, 909, 2249, 927]
toc-entry[interactable]: [0, 1049, 2200, 1069]
toc-entry-number: 5.4.4: [141, 1070, 176, 1088]
toc-entry-line: [245, 668, 2245, 688]
toc-entry-number: 5.1.5.3: [158, 688, 206, 706]
toc-entry-page: 66: [2203, 990, 2222, 1008]
toc-entry-line: [245, 165, 2347, 185]
toc-entry-number: 5.3.5: [141, 909, 176, 927]
toc-entry-number: 4.9.2: [141, 387, 176, 405]
toc-entry-page: 55: [2348, 226, 2366, 244]
toc-entry[interactable]: [0, 226, 2366, 246]
toc-entry[interactable]: [0, 527, 2332, 547]
toc-entry[interactable]: [0, 688, 2245, 708]
toc-entry-number: 4.9: [123, 246, 145, 264]
toc-entry-title: Safety Mode: [211, 507, 299, 525]
toc-dot-leader: . . . . . . . . . . . . . . . . . . . . . . . . . . . . . . . . . . . . . . . . . . . . . . . . . . . . . . . . . . . . . . . . . . . . . . . . . . . . . . . . . . . . . . . . . . . . . . . . . . . . . . . . . . . . . . . . . . . . . . . . . . . . . . . . . . . . . . . . . . . . . . . . . . . . . . . . . . . . . . . . . . . . . . . . . . . . . . . . . . . . . . . . . . . . . . . . . . . . . . . .: [388, 387, 2307, 405]
toc-entry-line: [245, 205, 2335, 225]
toc-entry[interactable]: [0, 607, 2348, 627]
